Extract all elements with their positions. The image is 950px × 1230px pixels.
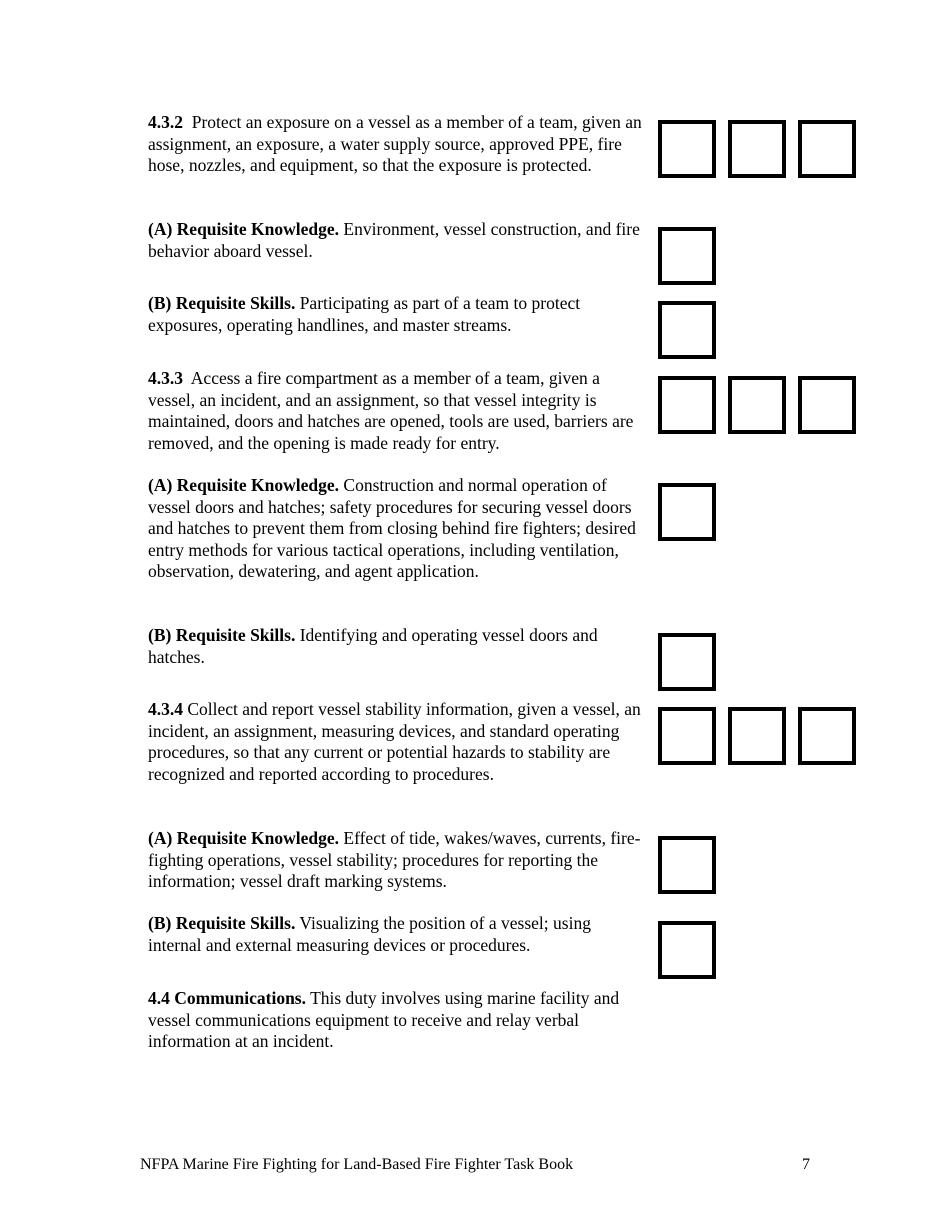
section-4-3-3-knowledge bbox=[148, 475, 648, 583]
knowledge-label: (A) Requisite Knowledge. bbox=[148, 219, 340, 239]
signoff-checkbox[interactable] bbox=[728, 376, 786, 434]
knowledge-checkbox[interactable] bbox=[658, 227, 716, 285]
skills-text: Visualizing the position of a vessel; using internal and external measuring devices or procedures. bbox=[148, 913, 591, 955]
section-4-3-2 bbox=[148, 112, 648, 177]
signoff-checkbox[interactable] bbox=[728, 120, 786, 178]
section-number: 4.3.4 bbox=[148, 699, 183, 719]
section-4-3-4 bbox=[148, 699, 648, 785]
signoff-checkbox[interactable] bbox=[798, 707, 856, 765]
skills-label: (B) Requisite Skills. bbox=[148, 625, 296, 645]
section-text: Collect and report vessel stability information, given a vessel, an incident, an assignment, measuring devices, and standard operating procedures, so that any current or potential hazards to stability are recognized and reported according to procedures. bbox=[148, 699, 641, 784]
signoff-checkbox[interactable] bbox=[658, 707, 716, 765]
section-4-4 bbox=[148, 988, 648, 1053]
knowledge-text: Construction and normal operation of vessel doors and hatches; safety procedures for securing vessel doors and hatches to prevent them from closing behind fire fighters; desired entry methods for various tactical operations, including ventilation, observation, dewatering, and agent application. bbox=[148, 475, 636, 581]
section-4-3-3 bbox=[148, 368, 648, 454]
skills-checkbox[interactable] bbox=[658, 301, 716, 359]
skills-text: Participating as part of a team to protect exposures, operating handlines, and master streams. bbox=[148, 293, 581, 335]
page-number: 7 bbox=[802, 1156, 810, 1173]
signoff-checkbox[interactable] bbox=[658, 376, 716, 434]
signoff-checkbox[interactable] bbox=[798, 376, 856, 434]
signoff-checkbox[interactable] bbox=[658, 120, 716, 178]
knowledge-checkbox[interactable] bbox=[658, 483, 716, 541]
section-4-3-4-knowledge bbox=[148, 828, 648, 893]
footer-title: NFPA Marine Fire Fighting for Land-Based Fire Fighter Task Book bbox=[140, 1156, 574, 1173]
section-text: This duty involves using marine facility and vessel communications equipment to receive and relay verbal information at an incident. bbox=[148, 988, 620, 1051]
knowledge-text: Environment, vessel construction, and fire behavior aboard vessel. bbox=[148, 219, 640, 261]
skills-label: (B) Requisite Skills. bbox=[148, 913, 296, 933]
section-number: 4.3.2 bbox=[148, 112, 183, 132]
skills-text: Identifying and operating vessel doors and hatches. bbox=[148, 625, 598, 667]
section-heading: 4.4 Communications. bbox=[148, 988, 306, 1008]
signoff-checkbox[interactable] bbox=[798, 120, 856, 178]
section-text: Protect an exposure on a vessel as a member of a team, given an assignment, an exposure, a water supply source, approved PPE, fire hose, nozzles, and equipment, so that the exposure is protected. bbox=[148, 112, 642, 175]
section-4-3-3-skills bbox=[148, 625, 648, 668]
section-text: Access a fire compartment as a member of a team, given a vessel, an incident, and an assignment, so that vessel integrity is maintained, doors and hatches are opened, tools are used, barriers are removed, and the opening is made ready for entry. bbox=[148, 368, 634, 453]
skills-checkbox[interactable] bbox=[658, 633, 716, 691]
section-4-3-4-skills bbox=[148, 913, 648, 956]
section-number: 4.3.3 bbox=[148, 368, 183, 388]
signoff-checkbox[interactable] bbox=[728, 707, 786, 765]
knowledge-checkbox[interactable] bbox=[658, 836, 716, 894]
skills-label: (B) Requisite Skills. bbox=[148, 293, 296, 313]
section-4-3-2-knowledge bbox=[148, 219, 648, 262]
skills-checkbox[interactable] bbox=[658, 921, 716, 979]
section-4-3-2-skills bbox=[148, 293, 648, 336]
knowledge-text: Effect of tide, wakes/waves, currents, fire-fighting operations, vessel stability; procedures for reporting the information; vessel draft marking systems. bbox=[148, 828, 641, 891]
knowledge-label: (A) Requisite Knowledge. bbox=[148, 828, 340, 848]
knowledge-label: (A) Requisite Knowledge. bbox=[148, 475, 340, 495]
